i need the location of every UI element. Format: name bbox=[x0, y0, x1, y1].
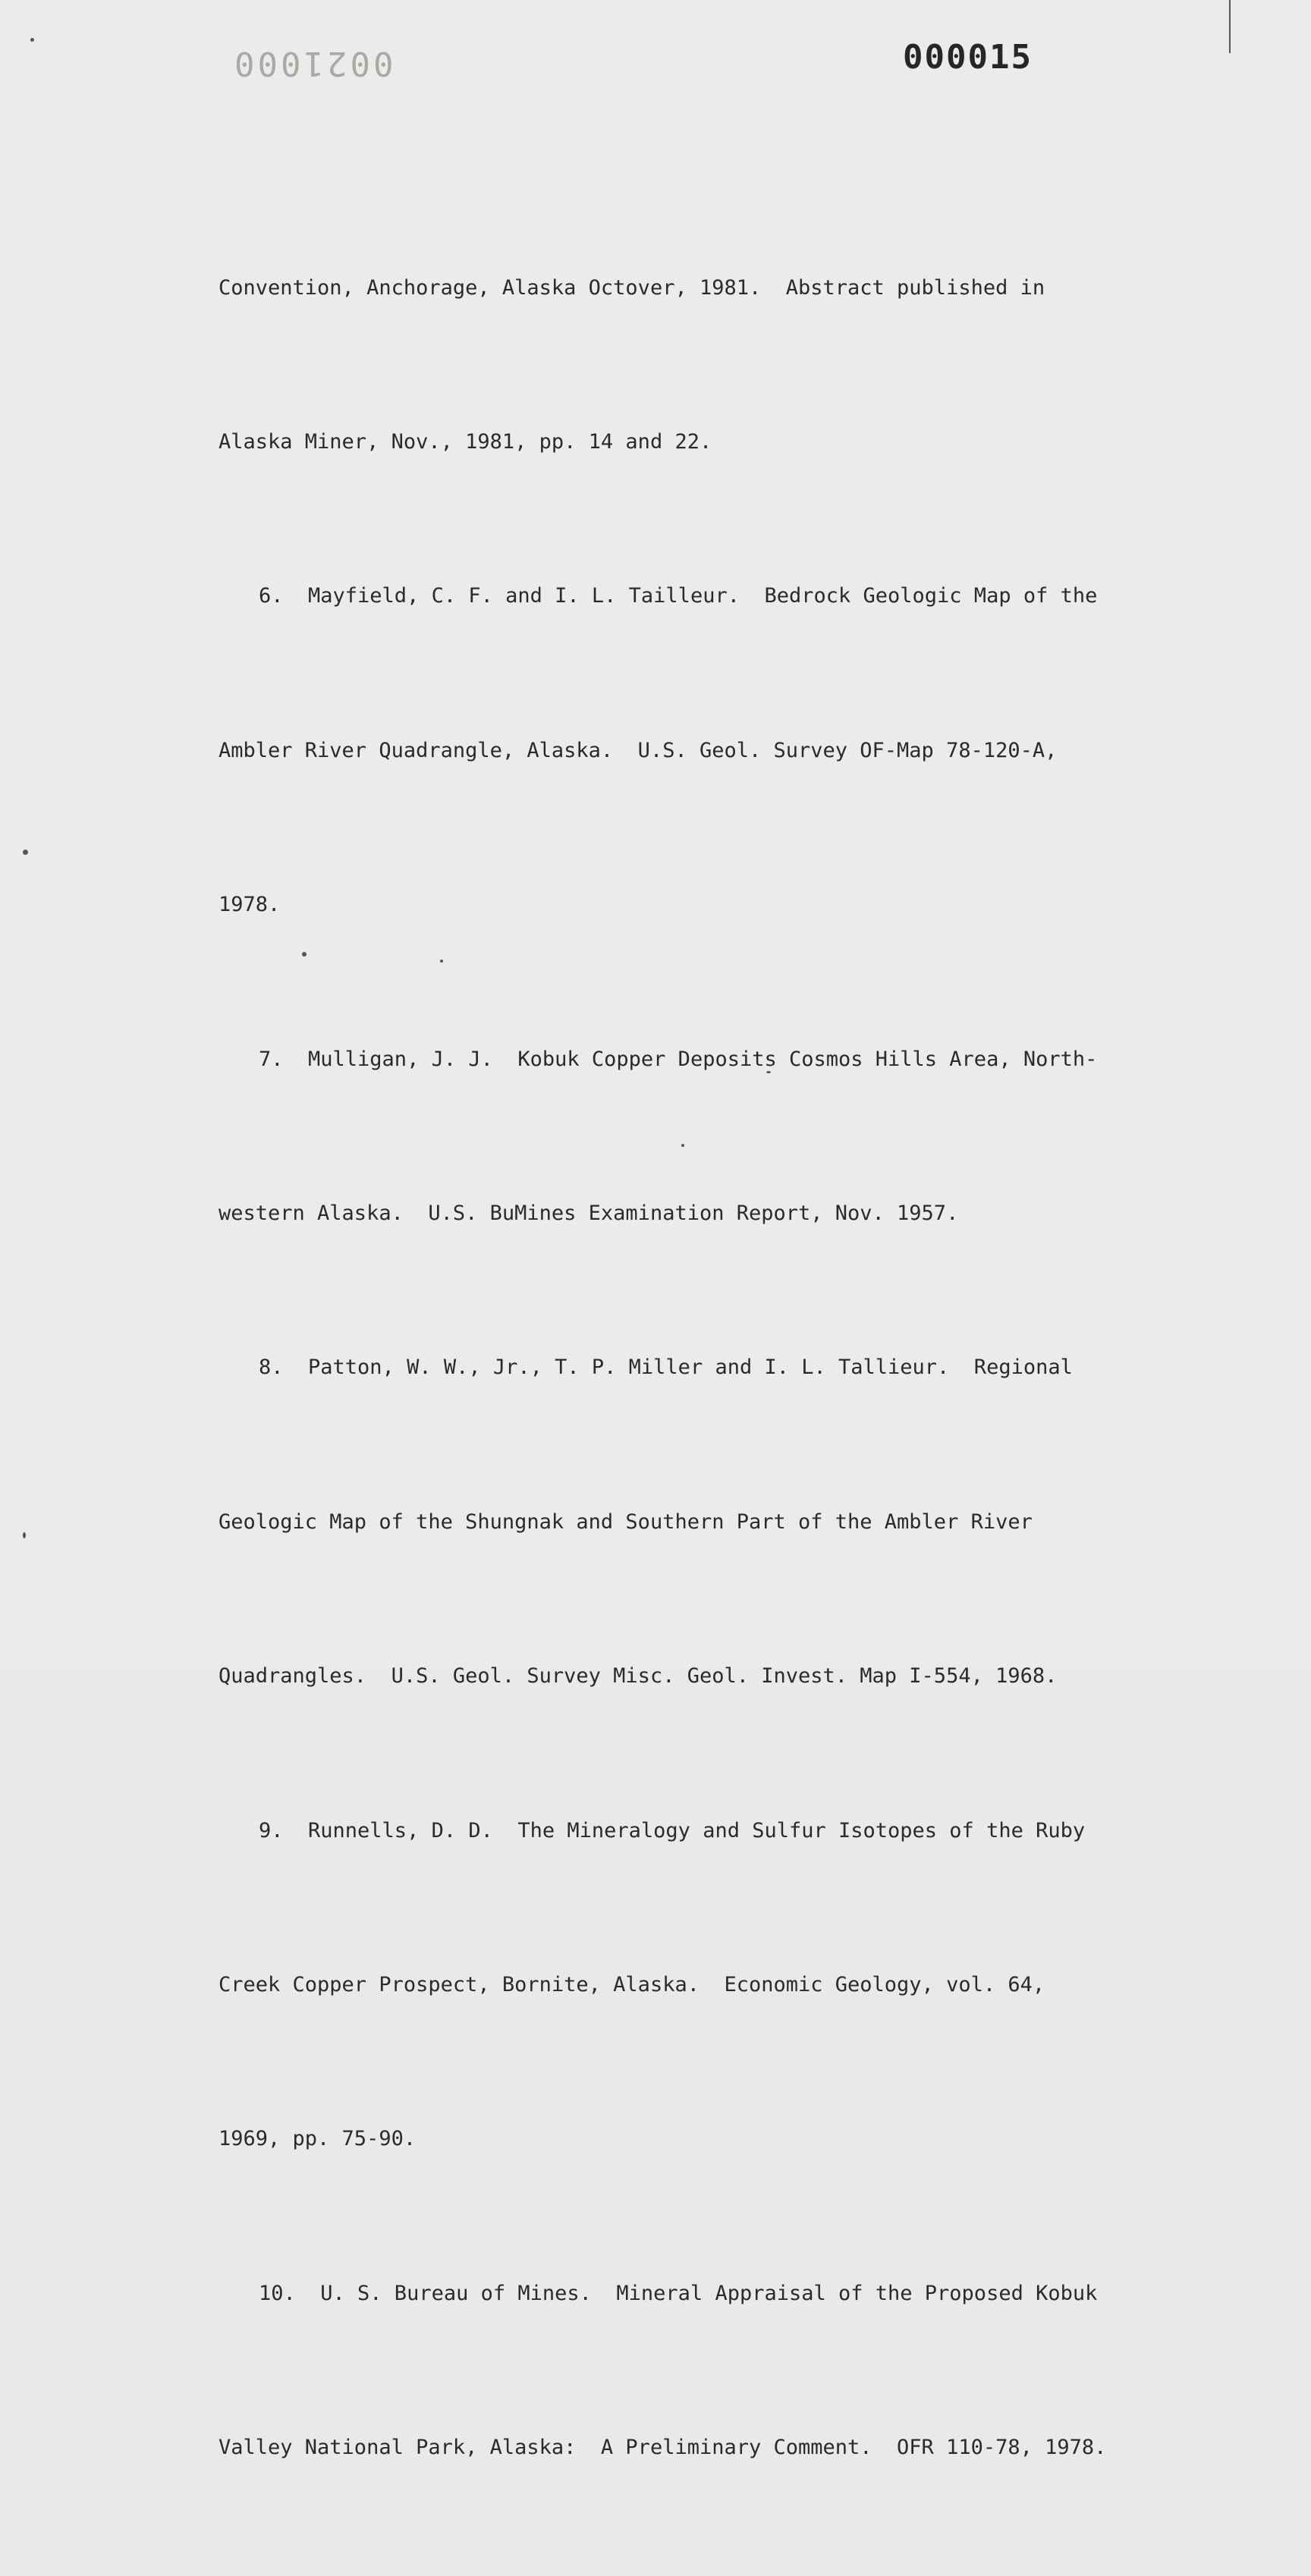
scan-edge-line bbox=[1229, 0, 1231, 53]
reference-line: Alaska Miner, Nov., 1981, pp. 14 and 22. bbox=[218, 429, 712, 454]
scan-speck bbox=[30, 38, 34, 42]
reference-line: 7. Mulligan, J. J. Kobuk Copper Deposits Cosmos Hills Area, North- bbox=[259, 1047, 1098, 1071]
reference-line: 1969, pp. 75-90. bbox=[218, 2127, 417, 2151]
scan-speck bbox=[440, 960, 443, 963]
scan-speck bbox=[766, 1071, 771, 1073]
reference-line: western Alaska. U.S. BuMines Examination Report, Nov. 1957. bbox=[218, 1201, 959, 1225]
reference-line: 6. Mayfield, C. F. and I. L. Tailleur. Bedrock Geologic Map of the bbox=[259, 584, 1098, 608]
reference-line: 8. Patton, W. W., Jr., T. P. Miller and I. L. Tallieur. Regional bbox=[259, 1356, 1073, 1380]
page-number-stamp: 000015 bbox=[903, 38, 1033, 77]
scan-speck bbox=[23, 1532, 26, 1538]
reference-line: Convention, Anchorage, Alaska Octover, 1981. Abstract published in bbox=[218, 275, 1045, 300]
scan-speck bbox=[23, 850, 28, 855]
references-text bbox=[218, 159, 1159, 2576]
page-stamp-faint: 0021000 bbox=[231, 44, 394, 83]
reference-line: 9. Runnells, D. D. The Mineralogy and Sulfur Isotopes of the Ruby bbox=[259, 1818, 1086, 1842]
reference-line: Quadrangles. U.S. Geol. Survey Misc. Geol. Invest. Map I-554, 1968. bbox=[218, 1664, 1058, 1689]
reference-line: Ambler River Quadrangle, Alaska. U.S. Geol. Survey OF-Map 78-120-A, bbox=[218, 738, 1058, 762]
reference-line: Creek Copper Prospect, Bornite, Alaska. Economic Geology, vol. 64, bbox=[218, 1972, 1045, 1996]
reference-line: 1978. bbox=[218, 893, 281, 917]
reference-line: Valley National Park, Alaska: A Preliminary Comment. OFR 110-78, 1978. bbox=[218, 2436, 1107, 2460]
reference-line: Geologic Map of the Shungnak and Southern Part of the Ambler River bbox=[218, 1509, 1033, 1534]
reference-line: 10. U. S. Bureau of Mines. Mineral Appraisal of the Proposed Kobuk bbox=[259, 2281, 1098, 2305]
scan-speck bbox=[681, 1144, 684, 1147]
scan-speck bbox=[302, 952, 307, 957]
